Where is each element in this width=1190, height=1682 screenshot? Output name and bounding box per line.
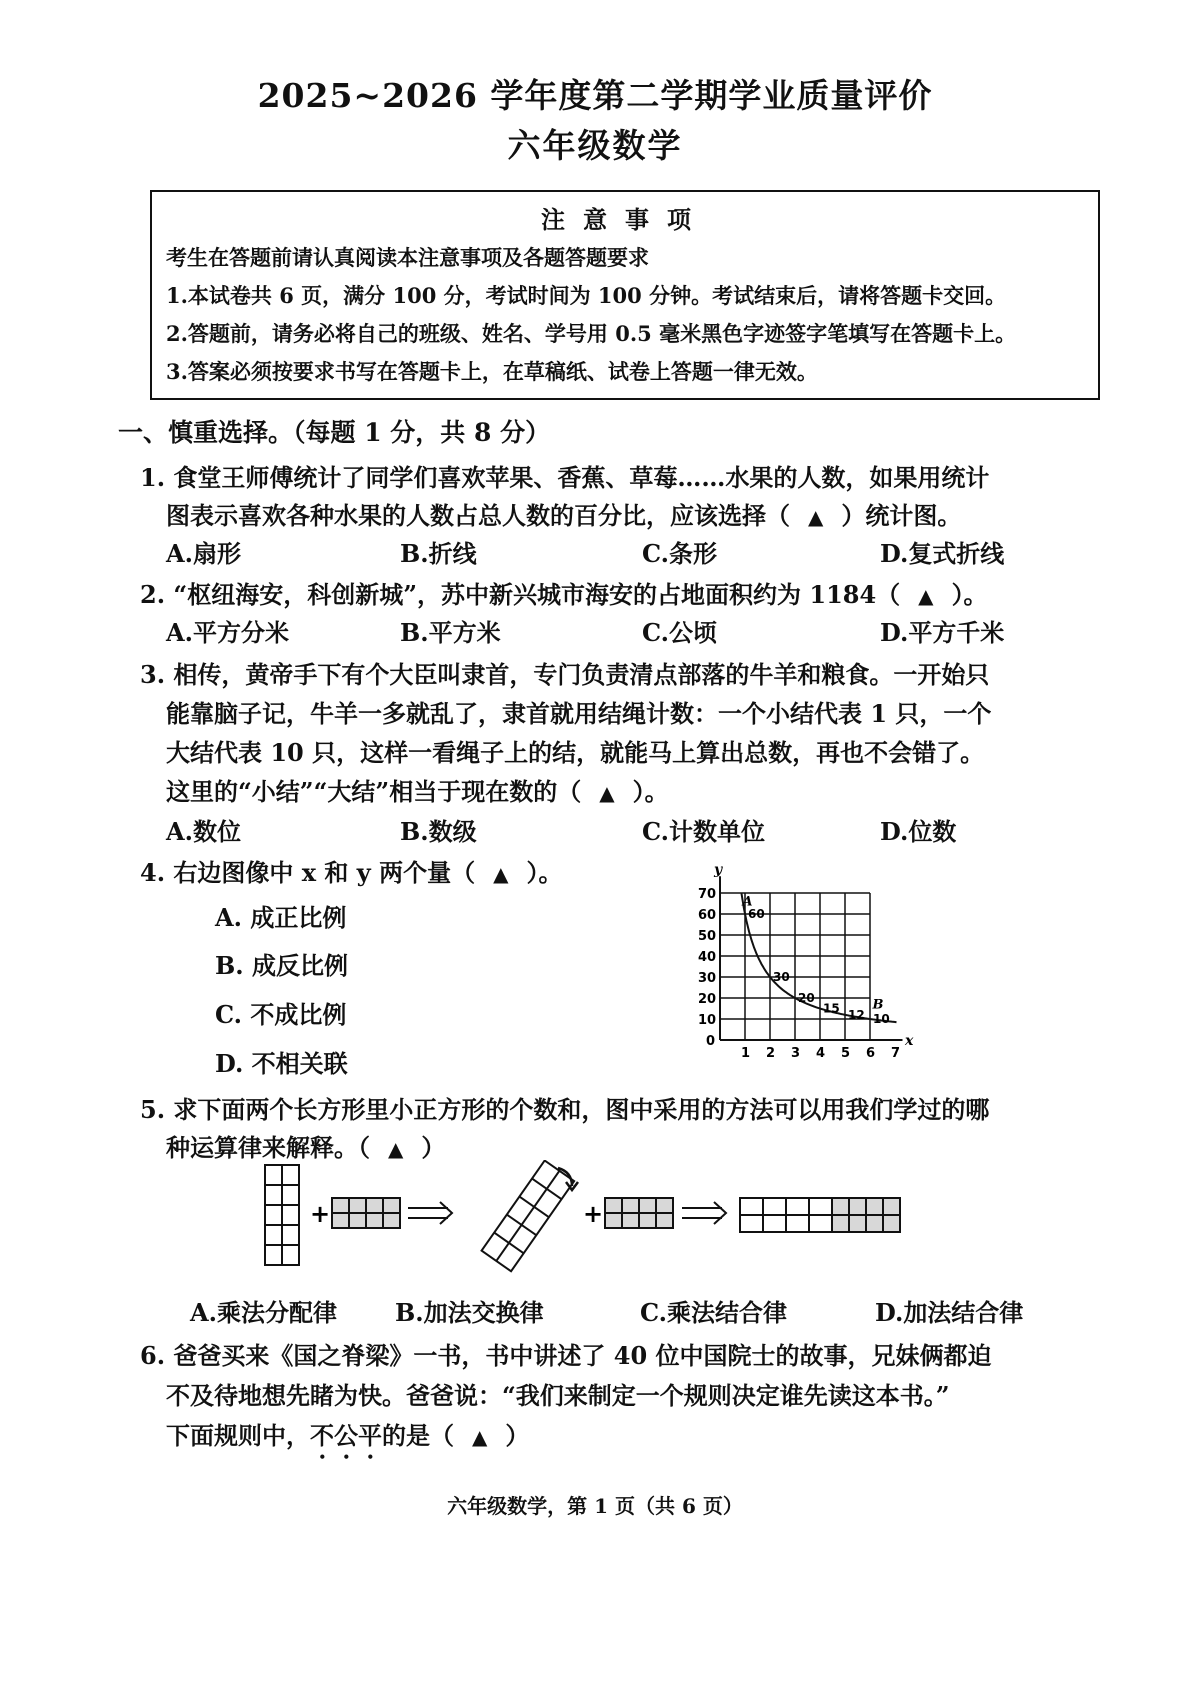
q6-line2: 不及待地想先睹为快。爸爸说：“我们来制定一个规则决定谁先读这本书。”	[166, 1381, 950, 1410]
answer-marker: ▲	[918, 584, 934, 608]
q5-option-a: A.乘法分配律	[190, 1298, 337, 1327]
plus-sign: +	[310, 1200, 331, 1228]
q6-line1: 6. 爸爸买来《国之脊梁》一书，书中讲述了 40 位中国院士的故事，兄妹俩都迫	[140, 1341, 992, 1370]
q4-text-end: ）。	[526, 858, 563, 887]
q2-text-end: ）。	[951, 580, 988, 609]
combined-rectangle	[740, 1198, 900, 1232]
y-tick-label: 60	[698, 908, 717, 923]
y-tick-label: 30	[698, 971, 717, 986]
q3-option-d: D.位数	[880, 817, 957, 846]
q2-option-c: C.公顷	[642, 618, 718, 647]
q5-figure	[240, 1160, 920, 1280]
notice-item-2: 2.答题前，请务必将自己的班级、姓名、学号用 0.5 毫米黑色字迹签字笔填写在答题卡上。	[166, 321, 1017, 346]
section-heading: 一、慎重选择。（每题 1 分，共 8 分）	[118, 418, 551, 447]
exam-title: 2025~2026 学年度第二学期学业质量评价	[257, 76, 933, 115]
q6-text: 下面规则中，	[166, 1421, 310, 1450]
point-label: 12	[848, 1007, 865, 1022]
q3-option-b: B.数级	[400, 817, 477, 846]
q1-option-c: C.条形	[642, 539, 718, 568]
answer-marker: ▲	[388, 1137, 404, 1161]
q4-line	[140, 853, 562, 888]
q3-line2: 能靠脑子记，牛羊一多就乱了，隶首就用结绳计数：一个小结代表 1 只，一个	[166, 699, 992, 728]
q2-text: 2. “枢纽海安，科创新城”，苏中新兴城市海安的占地面积约为 1184（	[140, 580, 901, 609]
q1-option-d: D.复式折线	[880, 539, 1005, 568]
q1-option-b: B.折线	[400, 539, 477, 568]
q3-option-c: C.计数单位	[642, 817, 766, 846]
q2-line	[140, 575, 988, 610]
notice-box	[150, 190, 1100, 400]
q2-option-b: B.平方米	[400, 618, 501, 647]
q4-option-b: B. 成反比例	[215, 951, 348, 980]
x-axis-label: x	[905, 1033, 914, 1049]
answer-marker: ▲	[599, 781, 615, 805]
y-tick-label: 20	[698, 992, 717, 1007]
rotating-rectangle	[482, 1161, 575, 1272]
q3-line3: 大结代表 10 只，这样一看绳子上的结，就能马上算出总数，再也不会错了。	[166, 738, 985, 767]
y-tick-label: 0	[706, 1034, 716, 1049]
q2-option-a: A.平方分米	[166, 618, 289, 647]
shaded-rectangle	[605, 1198, 673, 1228]
x-tick-label: 5	[841, 1046, 851, 1061]
q5-line2	[166, 1128, 445, 1163]
point-label: 15	[823, 1001, 840, 1016]
answer-marker: ▲	[472, 1425, 488, 1449]
q6-line3	[166, 1416, 529, 1464]
point-label: 10	[873, 1012, 890, 1026]
q4-option-a: A. 成正比例	[215, 903, 347, 932]
q4-option-c: C. 不成比例	[215, 1000, 347, 1029]
q3-text: 这里的“小结”“大结”相当于现在数的（	[166, 777, 582, 806]
plus-sign: +	[583, 1200, 604, 1228]
exam-subtitle: 六年级数学	[507, 126, 683, 165]
q6-emphasis: 不公平	[310, 1421, 382, 1450]
q3-option-a: A.数位	[166, 817, 241, 846]
x-tick-label: 2	[766, 1046, 776, 1061]
q5-option-d: D.加法结合律	[875, 1298, 1024, 1327]
q5-text-end: ）	[421, 1133, 446, 1162]
q1-option-a: A.扇形	[166, 539, 241, 568]
y-tick-label: 40	[698, 950, 717, 965]
point-b-label: B	[872, 997, 884, 1013]
point-a-label: A	[742, 894, 753, 910]
q3-text-end: ）。	[632, 777, 669, 806]
point-label: 20	[798, 991, 815, 1005]
arrow-icon	[408, 1202, 452, 1224]
y-tick-label: 10	[698, 1013, 717, 1028]
q6-text-end: ）	[505, 1421, 530, 1450]
x-tick-label: 6	[866, 1046, 876, 1061]
q1-text: 图表示喜欢各种水果的人数占总人数的百分比，应该选择（	[166, 501, 790, 530]
x-tick-label: 7	[891, 1046, 901, 1061]
q5-line1: 5. 求下面两个长方形里小正方形的个数和，图中采用的方法可以用我们学过的哪	[140, 1095, 990, 1124]
notice-title: 注意事项	[541, 205, 709, 234]
x-tick-label: 1	[741, 1046, 751, 1061]
q5-text: 种运算律来解释。（	[166, 1133, 370, 1162]
q3-line4	[166, 772, 669, 807]
q3-line1: 3. 相传，黄帝手下有个大臣叫隶首，专门负责清点部落的牛羊和粮食。一开始只	[140, 660, 990, 689]
q1-text-end: ）统计图。	[841, 501, 962, 530]
q1-line1: 1. 食堂王师傅统计了同学们喜欢苹果、香蕉、草莓……水果的人数，如果用统计	[140, 463, 990, 492]
q6-text-mid: 的是（	[382, 1421, 454, 1450]
q4-option-d: D. 不相关联	[215, 1049, 348, 1078]
y-tick-label: 70	[698, 887, 717, 902]
answer-marker: ▲	[493, 862, 509, 886]
q5-option-b: B.加法交换律	[395, 1298, 544, 1327]
y-tick-label: 50	[698, 929, 717, 944]
answer-marker: ▲	[808, 505, 824, 529]
q4-graph	[690, 845, 950, 1070]
point-label: 60	[748, 907, 765, 921]
arrow-icon	[682, 1202, 726, 1224]
point-label: 30	[773, 970, 790, 984]
q5-option-c: C.乘法结合律	[640, 1298, 788, 1327]
q4-text: 4. 右边图像中 x 和 y 两个量（	[140, 858, 476, 887]
notice-item-3: 3.答案必须按要求书写在答题卡上，在草稿纸、试卷上答题一律无效。	[166, 359, 818, 384]
vertical-rectangle	[265, 1165, 299, 1265]
x-tick-label: 3	[791, 1046, 801, 1061]
q2-option-d: D.平方千米	[880, 618, 1005, 647]
page-footer: 六年级数学，第 1 页（共 6 页）	[447, 1494, 743, 1518]
notice-intro: 考生在答题前请认真阅读本注意事项及各题答题要求	[166, 245, 649, 270]
y-axis-label: y	[714, 862, 723, 879]
notice-item-1: 1.本试卷共 6 页，满分 100 分，考试时间为 100 分钟。考试结束后，请将答题卡交回。	[166, 283, 1007, 308]
shaded-rectangle	[332, 1198, 400, 1228]
q1-line2	[166, 496, 961, 531]
x-tick-label: 4	[816, 1046, 826, 1061]
